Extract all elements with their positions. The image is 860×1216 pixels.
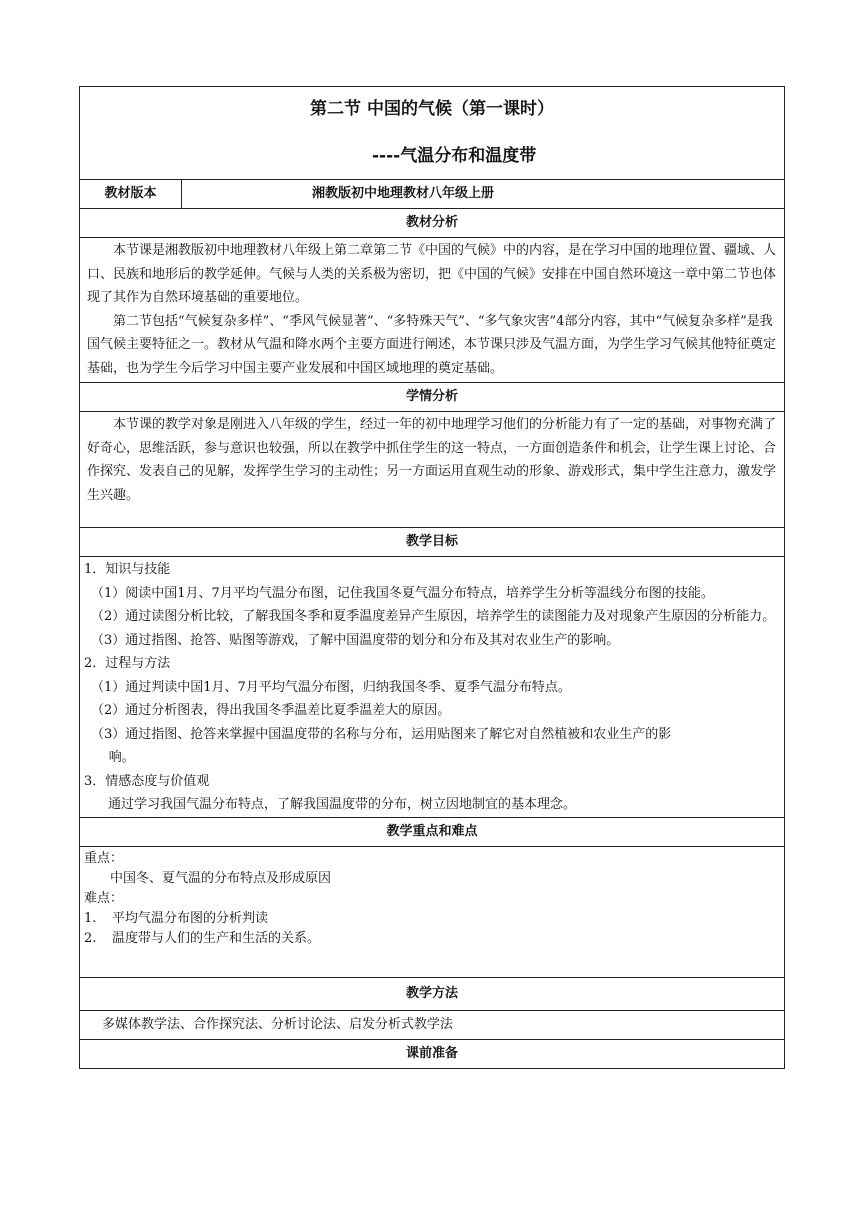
student-analysis-body — [80, 412, 785, 528]
objective-1-1: （1）阅读中国1月、7月平均气温分布图，记住我国冬夏气温分布特点，培养学生分析等温线分布图的技能。 — [91, 585, 714, 601]
difficulty-number: 2. — [84, 930, 97, 946]
textbook-analysis-p2: 第二节包括“气候复杂多样”、“季风气候显著”、“多特殊天气”、“多气象灾害”4部分内容，其中“气候复杂多样”是我国气候主要特征之一。教材从气温和降水两个主要方面进行阐述，本节课只涉及气温方面，为学生学习气候其他特征奠定基础，也为学生今后学习中国主要产业发展和中国区域地理的奠定基础。 — [87, 313, 777, 376]
objective-section-3: 3．情感态度与价值观 — [84, 773, 210, 789]
preparation-header: 课前准备 — [80, 1039, 785, 1068]
page-subtitle: ----气温分布和温度带 — [372, 146, 537, 166]
student-analysis-p1: 本节课的教学对象是刚进入八年级的学生，经过一年的初中地理学习他们的分析能力有了一定的基础，对事物充满了好奇心，思维活跃，参与意识也较强，所以在教学中抓住学生的这一特点，一方面创造条件和机会，让学生课上讨论、合作探究、发表自己的见解，发挥学生学习的主动性；另一方面运用直观生动的形象、游戏形式，集中学生注意力，激发学生兴趣。 — [87, 417, 777, 503]
textbook-analysis-body — [80, 238, 785, 383]
methods-header: 教学方法 — [80, 977, 785, 1010]
student-analysis-header: 学情分析 — [80, 383, 785, 412]
objective-section-2: 2．过程与方法 — [84, 656, 171, 671]
objectives-body — [80, 557, 785, 818]
objective-1-2: （2）通过读图分析比较，了解我国冬季和夏季温度差异产生原因，培养学生的读图能力及对现象产生原因的分析能力。 — [91, 609, 776, 624]
difficulty-text: 温度带与人们的生产和生活的关系。 — [112, 930, 321, 946]
edition-row — [80, 180, 785, 209]
key-text: 中国冬、夏气温的分布特点及形成原因 — [110, 870, 332, 886]
objective-2-3: （3）通过指图、抢答来掌握中国温度带的名称与分布，运用贴图来了解它对自然植被和农业生产的影 — [91, 726, 672, 742]
lesson-plan-document — [79, 86, 784, 1069]
objective-3-1: 通过学习我国气温分布特点，了解我国温度带的分布，树立因地制宜的基本理念。 — [108, 797, 577, 812]
objective-2-2: （2）通过分析图表，得出我国冬季温差比夏季温差大的原因。 — [91, 703, 451, 718]
key-points-header: 教学重点和难点 — [80, 817, 785, 846]
title-row — [80, 87, 785, 180]
textbook-analysis-p1: 本节课是湘教版初中地理教材八年级上第二章第二节《中国的气候》中的内容，是在学习中国的地理位置、疆域、人口、民族和地形后的教学延伸。气候与人类的关系极为密切，把《中国的气候》安排在中国自然环境这一章中第二节也体现了其作为自然环境基础的重要地位。 — [87, 243, 777, 305]
difficulty-item — [84, 909, 777, 929]
objective-section-1: 1．知识与技能 — [84, 562, 171, 577]
key-points-body — [80, 846, 785, 977]
page-title: 第二节 中国的气候（第一课时） — [310, 99, 554, 119]
edition-label: 教材版本 — [80, 180, 182, 209]
difficulty-text: 平均气温分布图的分析判读 — [112, 910, 269, 926]
objective-2-1: （1）通过判读中国1月、7月平均气温分布图，归纳我国冬季、夏季气温分布特点。 — [91, 679, 571, 695]
objectives-header: 教学目标 — [80, 528, 785, 557]
difficulty-number: 1. — [84, 910, 97, 926]
difficulty-label: 难点： — [84, 890, 124, 906]
objective-2-3-cont: 响。 — [108, 750, 135, 765]
methods-text: 多媒体教学法、合作探究法、分析讨论法、启发分析式教学法 — [80, 1010, 785, 1039]
key-label: 重点： — [84, 850, 124, 866]
textbook-analysis-header: 教材分析 — [80, 209, 785, 238]
lesson-plan-table — [79, 86, 785, 1069]
difficulty-item — [84, 929, 777, 949]
edition-value: 湘教版初中地理教材八年级上册 — [182, 180, 785, 209]
objective-1-3: （3）通过指图、抢答、贴图等游戏，了解中国温度带的划分和分布及其对农业生产的影响。 — [91, 632, 620, 648]
